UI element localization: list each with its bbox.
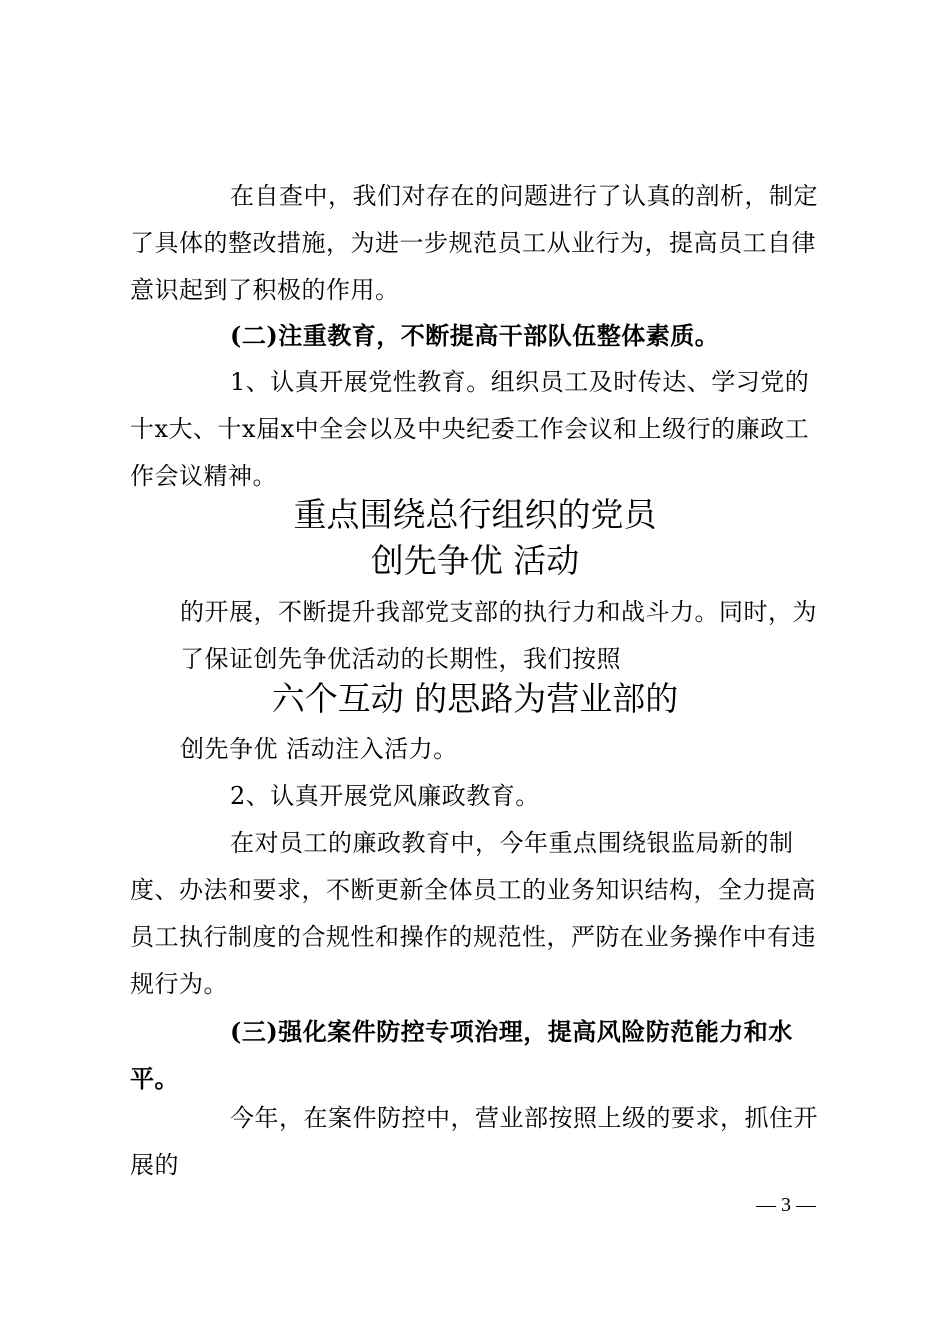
paragraph-development-text: 的开展，不断提升我部党支部的执行力和战斗力。同时，为了保证创先争优活动的长期性，我们按照 <box>180 598 817 673</box>
section-heading-education: (二)注重教育，不断提高干部队伍整体素质。 <box>230 321 720 350</box>
paragraph-self-inspection: 在自查中，我们对存在的问题进行了认真的剖析，制定了具体的整改措施，为进一步规范员工从业行为，提高员工自律意识起到了积极的作用。 <box>130 182 818 304</box>
paragraph-party-education: 1、认真开展党性教育。组织员工及时传达、学习党的十x大、十x届x中全会以及中央纪委工作会议和上级行的廉政工作会议精神。 <box>130 368 810 490</box>
paragraph-integrity-education: 2、认真开展党风廉政教育。 <box>230 782 540 810</box>
highlight-line-focus: 重点围绕总行组织的党员 <box>293 495 657 534</box>
page-number: — 3 — <box>756 1194 816 1216</box>
highlight-line-interaction: 六个互动 的思路为营业部的 <box>271 679 679 718</box>
section-heading-case-prevention: (三)强化案件防控专项治理，提高风险防范能力和水平。 <box>130 1017 793 1093</box>
paragraph-staff-integrity: 在对员工的廉政教育中，今年重点围绕银监局新的制度、办法和要求，不断更新全体员工的业务知识结构，全力提高员工执行制度的合规性和操作的规范性，严防在业务操作中有违规行为。 <box>130 829 816 998</box>
paragraph-development <box>180 589 820 683</box>
paragraph-vitality: 创先争优 活动注入活力。 <box>180 735 458 763</box>
highlight-line-activity: 创先争优 活动 <box>370 541 580 580</box>
paragraph-case-prevention: 今年，在案件防控中，营业部按照上级的要求，抓住开展的 <box>130 1104 818 1179</box>
